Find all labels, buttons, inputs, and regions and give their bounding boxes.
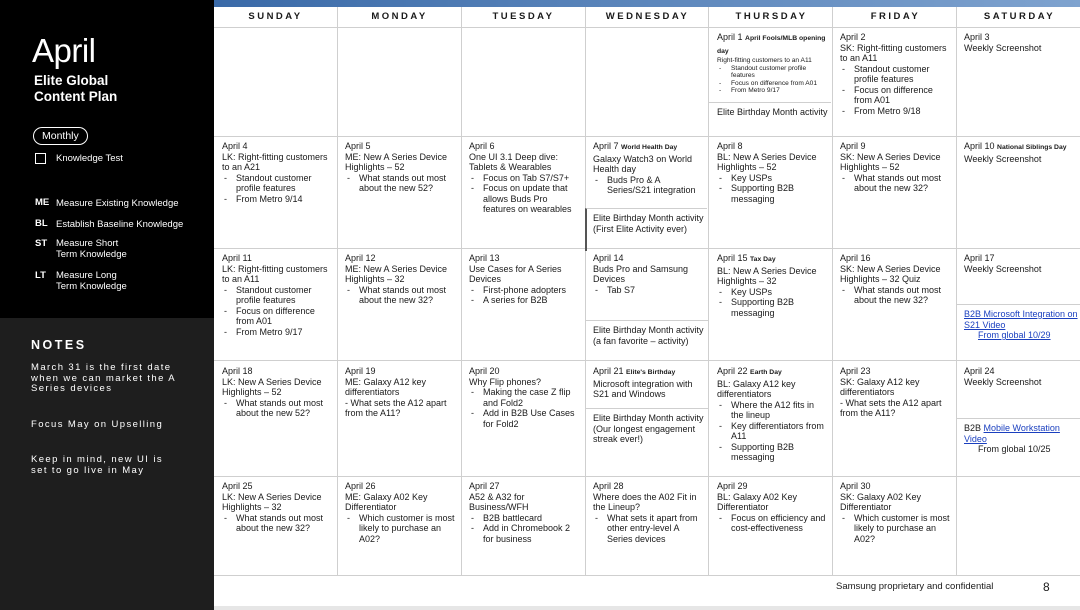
entry-bullet: - What stands out most about the new 32?	[840, 173, 952, 194]
entry-bullet: - What stands out most about the new 52?	[222, 398, 334, 419]
weekday-label: MONDAY	[371, 11, 428, 22]
subtitle-line: Content Plan	[34, 89, 118, 104]
grid-line	[214, 476, 1080, 477]
date-label: April 22	[717, 366, 748, 376]
entry-bullet: - Tab S7	[593, 285, 705, 296]
checkbox-label: Knowledge Test	[56, 153, 123, 164]
date-label: April 5	[345, 141, 371, 151]
day-subentry	[956, 418, 1080, 455]
day-cell-april-20	[469, 366, 581, 429]
entry-text: Weekly Screenshot	[964, 263, 1042, 274]
entry-text: ME: New A Series Device Highlights – 52	[345, 151, 448, 172]
notes-title: NOTES	[31, 338, 87, 352]
date-label: April 16	[840, 253, 871, 263]
legend-text	[56, 197, 179, 209]
day-cell-april-19	[345, 366, 457, 419]
entry-bullet: - Add in Chromebook 2 for business	[469, 523, 581, 544]
entry-text: SK: Galaxy A02 Key Differentiator	[840, 491, 922, 512]
date-label: April 25	[222, 481, 253, 491]
weekday-label: SATURDAY	[983, 11, 1056, 22]
grid-line	[956, 7, 957, 575]
date-label: April 18	[222, 366, 253, 376]
legend-text	[56, 238, 127, 260]
legend-abbr: ME	[35, 197, 50, 208]
date-label: April 12	[345, 253, 376, 263]
day-cell-april-3	[964, 32, 1076, 53]
entry-text: SK: New A Series Device Highlights – 52	[840, 151, 941, 172]
holiday-tag: April Fools/MLB opening day	[717, 35, 826, 55]
entry-text: - What sets the A12 apart from the A11?	[345, 397, 447, 418]
entry-bullet: - Key USPs	[717, 287, 829, 298]
day-subentry: Elite Birthday Month activity (a fan favorite – activity)	[585, 320, 709, 346]
entry-bullet: - What stands out most about the new 32?	[222, 513, 334, 534]
legend-abbr: BL	[35, 218, 48, 229]
entry-bullet: - Add in B2B Use Cases for Fold2	[469, 408, 581, 429]
entry-bullet: - B2B battlecard	[469, 513, 581, 524]
entry-text: B2B	[964, 423, 982, 433]
entry-bullet: - Focus on difference from A01	[222, 306, 334, 327]
day-cell-april-16	[840, 253, 952, 306]
day-cell-april-18	[222, 366, 334, 419]
entry-text: ME: Galaxy A02 Key Differentiator	[345, 491, 428, 512]
legend-line: Term Knowledge	[56, 249, 127, 260]
entry-text: BL: New A Series Device Highlights – 52	[717, 151, 817, 172]
entry-text: Why Flip phones?	[469, 376, 542, 387]
day-cell-april-13	[469, 253, 581, 306]
entry-bullet: - Focus on difference from A01	[717, 80, 829, 88]
entry-text: Right-fitting customers to an A11	[717, 57, 812, 64]
video-link[interactable]: Mobile Workstation Video	[964, 423, 1060, 444]
entry-bullet: - Standout customer profile features	[840, 64, 952, 85]
entry-bullet: - Which customer is most likely to purchase an A02?	[840, 513, 952, 545]
day-cell-april-2	[840, 32, 952, 116]
day-cell-april-17	[964, 253, 1076, 274]
day-cell-april-9	[840, 141, 952, 194]
entry-bullet: From global 10/25	[978, 444, 1051, 454]
entry-text: Weekly Screenshot	[964, 376, 1042, 387]
day-cell-april-27	[469, 481, 581, 544]
day-cell-april-7	[593, 141, 705, 196]
day-cell-april-29	[717, 481, 829, 534]
weekday-label: SUNDAY	[248, 11, 303, 22]
date-label: April 13	[469, 253, 500, 263]
legend-line: Establish Baseline Knowledge	[56, 219, 184, 230]
entry-text: Where does the A02 Fit in the Lineup?	[593, 491, 697, 512]
entry-text: LK: Right-fitting customers to an A11	[222, 263, 328, 284]
entry-bullet: - What stands out most about the new 52?	[345, 173, 457, 194]
date-label: April 11	[222, 253, 252, 263]
entry-text: LK: Right-fitting customers to an A21	[222, 151, 328, 172]
day-cell-april-15	[717, 253, 829, 318]
monthly-view-button[interactable]: Monthly	[33, 127, 88, 145]
entry-text: - What sets the A12 apart from the A11?	[840, 397, 942, 418]
entry-text: BL: New A Series Device Highlights – 32	[717, 265, 817, 286]
date-label: April 1	[717, 32, 743, 42]
day-cell-april-8	[717, 141, 829, 204]
grid-line	[214, 136, 1080, 137]
date-label: April 3	[964, 32, 990, 42]
entry-text: BL: Galaxy A12 key differentiators	[717, 378, 796, 399]
header-accent-bar	[214, 0, 1080, 7]
entry-bullet: - First-phone adopters	[469, 285, 581, 296]
day-cell-april-6	[469, 141, 581, 215]
entry-text: LK: New A Series Device Highlights – 52	[222, 376, 322, 397]
day-cell-april-5	[345, 141, 457, 194]
note-item: Keep in mind, new UI is set to go live in May	[31, 454, 163, 476]
legend-text	[56, 218, 183, 230]
day-cell-april-4	[222, 141, 334, 204]
day-cell-april-30	[840, 481, 952, 544]
entry-text: A52 & A32 for Business/WFH	[469, 491, 529, 512]
day-cell-april-10	[964, 141, 1078, 164]
entry-bullet: - Key differentiators from A11	[717, 421, 829, 442]
grid-line	[214, 575, 1080, 576]
date-label: April 20	[469, 366, 500, 376]
holiday-tag: Earth Day	[750, 369, 782, 376]
weekday-label: THURSDAY	[735, 11, 808, 22]
bottom-strip	[214, 606, 1080, 610]
weekday-label: TUESDAY	[492, 11, 555, 22]
note-item: Focus May on Upselling	[31, 419, 164, 430]
month-title: April	[32, 32, 96, 69]
day-cell-april-14	[593, 253, 705, 295]
grid-line	[585, 7, 586, 575]
date-label: April 9	[840, 141, 866, 151]
checkbox-icon[interactable]	[35, 153, 46, 164]
day-subentry: Elite Birthday Month activity (Our longest engagement streak ever!)	[585, 408, 709, 445]
date-label: April 26	[345, 481, 376, 491]
entry-bullet: - What stands out most about the new 32?	[840, 285, 952, 306]
grid-line	[214, 27, 1080, 28]
day-cell-april-28	[593, 481, 705, 544]
legend-line: Measure Long	[56, 270, 117, 281]
weekday-label: FRIDAY	[870, 11, 921, 22]
entry-text: SK: Right-fitting customers to an A11	[840, 42, 947, 63]
entry-bullet: - Buds Pro & A Series/S21 integration	[593, 175, 705, 196]
page-number: 8	[1043, 580, 1050, 594]
entry-text: ME: Galaxy A12 key differentiators	[345, 376, 427, 397]
day-subentry	[956, 304, 1080, 341]
day-cell-april-22	[717, 366, 829, 463]
grid-line	[832, 7, 833, 575]
date-label: April 19	[345, 366, 376, 376]
date-label: April 24	[964, 366, 995, 376]
day-subentry: Elite Birthday Month activity (First Elite Activity ever)	[585, 208, 707, 251]
legend-abbr: LT	[35, 270, 46, 281]
holiday-tag: National Siblings Day	[997, 144, 1067, 151]
date-label: April 7	[593, 141, 619, 151]
entry-bullet: - Standout customer profile features	[222, 173, 334, 194]
day-cell-april-24	[964, 366, 1076, 387]
entry-bullet: - From Metro 9/17	[222, 327, 334, 338]
date-label: April 30	[840, 481, 871, 491]
date-label: April 28	[593, 481, 624, 491]
entry-bullet: - Focus on Tab S7/S7+	[469, 173, 581, 184]
date-label: April 8	[717, 141, 743, 151]
entry-bullet: - Key USPs	[717, 173, 829, 184]
note-item: March 31 is the first date when we can market the A Series devices	[31, 362, 176, 394]
date-label: April 10	[964, 141, 995, 151]
entry-bullet: - Supporting B2B messaging	[717, 297, 829, 318]
date-label: April 4	[222, 141, 248, 151]
day-cell-april-1	[717, 32, 829, 95]
grid-line	[337, 7, 338, 575]
entry-text: Microsoft integration with S21 and Windows	[593, 378, 693, 399]
entry-bullet: - Standout customer profile features	[222, 285, 334, 306]
date-label: April 23	[840, 366, 871, 376]
legend-item	[35, 238, 127, 260]
entry-bullet: - Which customer is most likely to purchase an A02?	[345, 513, 457, 545]
entry-bullet: - Supporting B2B messaging	[717, 183, 829, 204]
date-label: April 15	[717, 253, 748, 263]
legend-item	[35, 270, 127, 292]
entry-bullet: - Focus on difference from A01	[840, 85, 952, 106]
entry-bullet: - Standout customer profile features	[717, 65, 829, 80]
grid-line	[461, 7, 462, 575]
date-label: April 14	[593, 253, 624, 263]
entry-text: Use Cases for A Series Devices	[469, 263, 562, 284]
day-cell-april-26	[345, 481, 457, 544]
date-label: April 2	[840, 32, 866, 42]
legend-line: Term Knowledge	[56, 281, 127, 292]
weekday-label: WEDNESDAY	[605, 11, 690, 22]
legend-item	[35, 197, 179, 209]
day-content	[717, 57, 829, 95]
entry-bullet: - Where the A12 fits in the lineup	[717, 400, 829, 421]
entry-bullet: - From Metro 9/14	[222, 194, 334, 205]
knowledge-test-checkbox[interactable]	[35, 153, 123, 164]
date-label: April 29	[717, 481, 748, 491]
entry-text: Weekly Screenshot	[964, 153, 1042, 164]
entry-text: LK: New A Series Device Highlights – 32	[222, 491, 322, 512]
legend-text	[56, 270, 127, 292]
entry-bullet: - Focus on efficiency and cost-effectiveness	[717, 513, 829, 534]
holiday-tag: Elite's Birthday	[626, 369, 676, 376]
entry-bullet: - Focus on update that allows Buds Pro features on wearables	[469, 183, 581, 215]
holiday-tag: World Health Day	[621, 144, 678, 151]
day-cell-april-23	[840, 366, 952, 419]
entry-text: Galaxy Watch3 on World Health day	[593, 153, 693, 174]
subtitle-line: Elite Global	[34, 73, 109, 88]
grid-line	[214, 360, 1080, 361]
weekday-header	[214, 7, 1080, 27]
video-link[interactable]: B2B Microsoft Integration on S21 Video	[964, 309, 1078, 330]
entry-text: Buds Pro and Samsung Devices	[593, 263, 689, 284]
day-cell-april-25	[222, 481, 334, 534]
date-label: April 17	[964, 253, 995, 263]
entry-bullet: - What stands out most about the new 32?	[345, 285, 457, 306]
date-label: April 27	[469, 481, 500, 491]
entry-bullet[interactable]: From global 10/29	[978, 330, 1051, 340]
entry-bullet: - From Metro 9/17	[717, 87, 829, 95]
day-subentry: Elite Birthday Month activity	[709, 102, 831, 118]
legend-item	[35, 218, 183, 230]
entry-text: One UI 3.1 Deep dive: Tablets & Wearables	[469, 151, 559, 172]
confidential-notice: Samsung proprietary and confidential	[836, 581, 994, 592]
day-date	[717, 32, 829, 57]
entry-bullet: - Supporting B2B messaging	[717, 442, 829, 463]
entry-text: Weekly Screenshot	[964, 42, 1042, 53]
day-cell-april-12	[345, 253, 457, 306]
legend-line: Measure Existing Knowledge	[56, 198, 179, 209]
day-cell-april-21	[593, 366, 705, 400]
entry-bullet: - A series for B2B	[469, 295, 581, 306]
entry-text: ME: New A Series Device Highlights – 32	[345, 263, 448, 284]
plan-subtitle	[34, 73, 204, 105]
entry-text: SK: Galaxy A12 key differentiators	[840, 376, 920, 397]
legend-abbr: ST	[35, 238, 48, 249]
entry-bullet: - Making the case Z flip and Fold2	[469, 387, 581, 408]
holiday-tag: Tax Day	[750, 256, 776, 263]
date-label: April 6	[469, 141, 495, 151]
entry-bullet: - From Metro 9/18	[840, 106, 952, 117]
entry-text: SK: New A Series Device Highlights – 32 Quiz	[840, 263, 941, 284]
date-label: April 21	[593, 366, 624, 376]
entry-text: BL: Galaxy A02 Key Differentiator	[717, 491, 798, 512]
grid-line	[708, 7, 709, 575]
entry-bullet: - What sets it apart from other entry-level A Series devices	[593, 513, 705, 545]
day-cell-april-11	[222, 253, 334, 337]
legend-line: Measure Short	[56, 238, 119, 249]
